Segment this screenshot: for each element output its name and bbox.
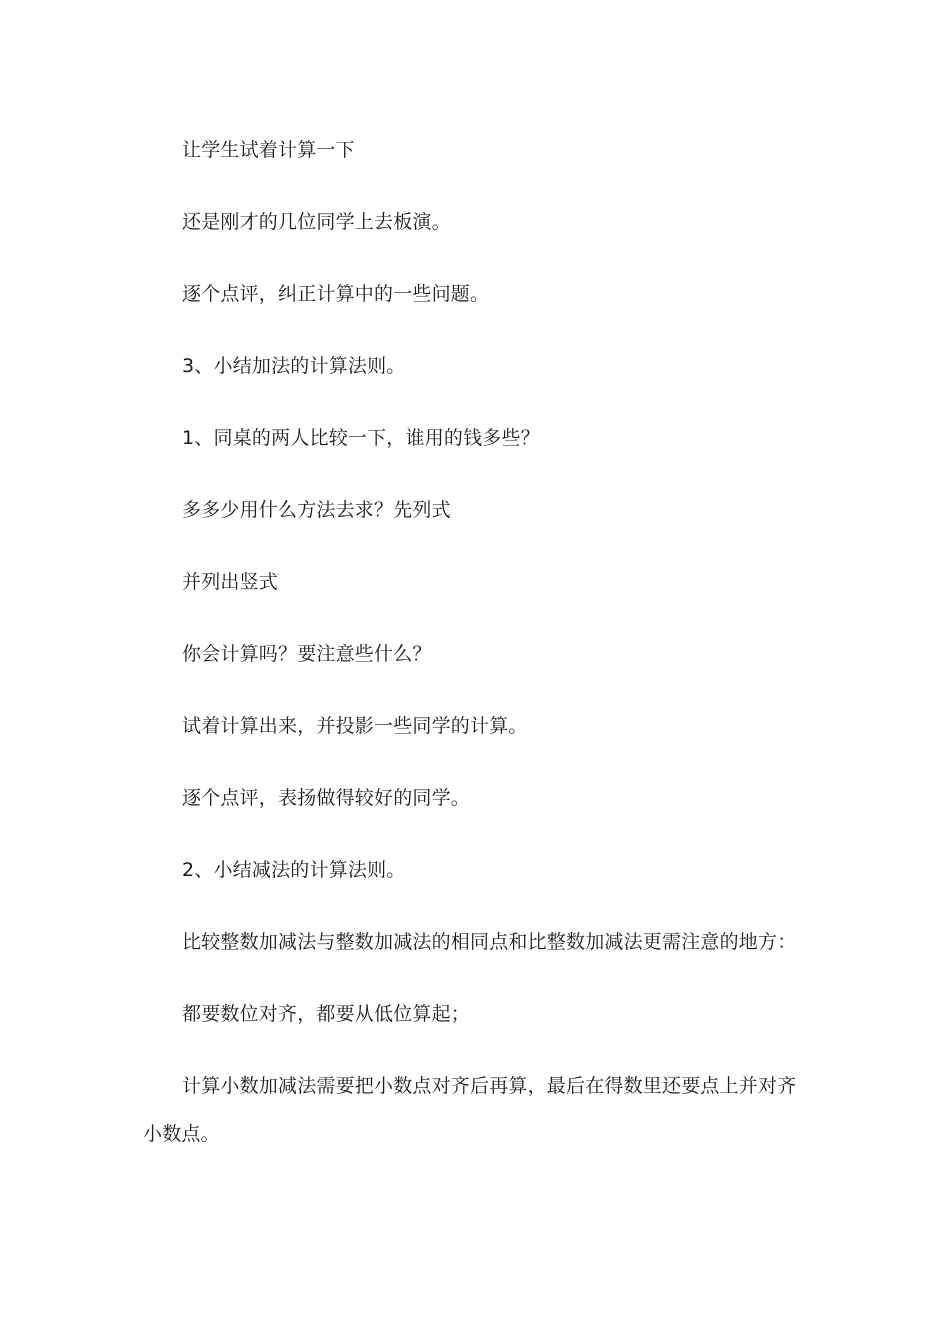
paragraph: 1、同桌的两人比较一下，谁用的钱多些？: [182, 427, 540, 449]
paragraph: 计算小数加减法需要把小数点对齐后再算，最后在得数里还要点上并对齐小数点。: [143, 1075, 797, 1145]
paragraph: 多多少用什么方法去求？先列式: [182, 499, 451, 521]
paragraph: 逐个点评，表扬做得较好的同学。: [182, 787, 471, 809]
paragraph: 3、小结加法的计算法则。: [182, 355, 406, 377]
paragraph: 试着计算出来，并投影一些同学的计算。: [182, 715, 528, 737]
paragraph: 让学生试着计算一下: [182, 139, 355, 161]
paragraph: 2、小结减法的计算法则。: [182, 859, 406, 881]
paragraph: 都要数位对齐，都要从低位算起；: [182, 1003, 471, 1025]
paragraph: 并列出竖式: [182, 571, 279, 593]
paragraph: 还是刚才的几位同学上去板演。: [182, 211, 451, 233]
paragraph: 你会计算吗？要注意些什么？: [182, 643, 432, 665]
paragraph: 逐个点评，纠正计算中的一些问题。: [182, 283, 490, 305]
paragraph: 比较整数加减法与整数加减法的相同点和比整数加减法更需注意的地方：: [182, 931, 797, 953]
